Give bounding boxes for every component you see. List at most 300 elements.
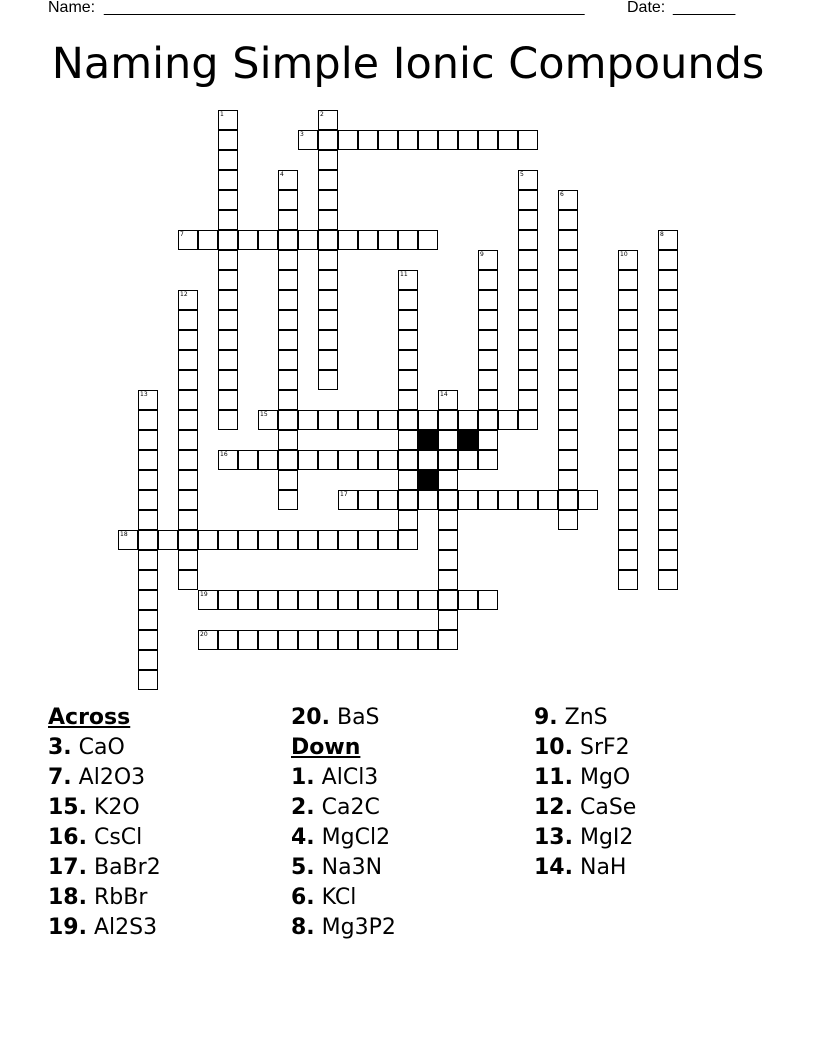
grid-cell[interactable] (278, 170, 298, 190)
grid-cell[interactable] (358, 490, 378, 510)
grid-cell[interactable] (398, 230, 418, 250)
grid-cell[interactable] (418, 230, 438, 250)
grid-cell[interactable] (318, 110, 338, 130)
grid-cell[interactable] (658, 250, 678, 270)
grid-cell[interactable] (378, 530, 398, 550)
grid-cell[interactable] (658, 290, 678, 310)
grid-cell[interactable] (218, 230, 238, 250)
grid-cell[interactable] (458, 490, 478, 510)
grid-cell[interactable] (318, 410, 338, 430)
across-clue (48, 793, 161, 823)
date-blank-line[interactable]: _______ (673, 0, 736, 16)
grid-cell[interactable] (398, 410, 418, 430)
grid-cell[interactable] (298, 530, 318, 550)
grid-cell[interactable] (558, 370, 578, 390)
grid-cell[interactable] (198, 530, 218, 550)
grid-cell[interactable] (358, 230, 378, 250)
grid-cell[interactable] (478, 370, 498, 390)
grid-cell[interactable] (518, 270, 538, 290)
grid-cell[interactable] (138, 670, 158, 690)
grid-cell[interactable] (418, 130, 438, 150)
grid-cell[interactable] (278, 390, 298, 410)
grid-cell[interactable] (558, 290, 578, 310)
grid-cell[interactable] (438, 550, 458, 570)
grid-cell[interactable] (278, 190, 298, 210)
grid-cell[interactable] (538, 490, 558, 510)
grid-cell[interactable] (658, 550, 678, 570)
grid-cell[interactable] (358, 590, 378, 610)
grid-cell[interactable] (238, 590, 258, 610)
black-cell (418, 430, 438, 450)
grid-cell[interactable] (398, 130, 418, 150)
grid-cell[interactable] (438, 630, 458, 650)
grid-cell[interactable] (558, 230, 578, 250)
grid-cell[interactable] (318, 630, 338, 650)
grid-cell[interactable] (518, 350, 538, 370)
grid-cell[interactable] (658, 330, 678, 350)
grid-cell[interactable] (518, 230, 538, 250)
grid-cell[interactable] (318, 170, 338, 190)
grid-cell[interactable] (278, 590, 298, 610)
grid-cell[interactable] (378, 130, 398, 150)
grid-cell[interactable] (438, 430, 458, 450)
grid-cell[interactable] (138, 590, 158, 610)
grid-cell[interactable] (398, 490, 418, 510)
grid-cell[interactable] (558, 410, 578, 430)
clue-number: 9. (534, 705, 558, 730)
grid-cell[interactable] (618, 470, 638, 490)
grid-cell[interactable] (518, 170, 538, 190)
grid-cell[interactable] (178, 330, 198, 350)
grid-cell[interactable] (378, 230, 398, 250)
grid-cell[interactable] (218, 310, 238, 330)
grid-cell[interactable] (458, 130, 478, 150)
clue-number-label: 17 (340, 491, 348, 498)
grid-cell[interactable] (138, 450, 158, 470)
grid-cell[interactable] (338, 230, 358, 250)
grid-cell[interactable] (338, 450, 358, 470)
grid-cell[interactable] (498, 490, 518, 510)
grid-cell[interactable] (478, 130, 498, 150)
grid-cell[interactable] (618, 290, 638, 310)
grid-cell[interactable] (398, 590, 418, 610)
grid-cell[interactable] (178, 490, 198, 510)
grid-cell[interactable] (178, 550, 198, 570)
clue-text: CaSe (579, 795, 637, 820)
grid-cell[interactable] (338, 410, 358, 430)
grid-cell[interactable] (658, 430, 678, 450)
grid-cell[interactable] (258, 630, 278, 650)
grid-cell[interactable] (278, 490, 298, 510)
clue-number-label: 13 (140, 391, 148, 398)
grid-cell[interactable] (178, 370, 198, 390)
grid-cell[interactable] (618, 570, 638, 590)
grid-cell[interactable] (618, 550, 638, 570)
grid-cell[interactable] (398, 370, 418, 390)
grid-cell[interactable] (438, 530, 458, 550)
grid-cell[interactable] (278, 250, 298, 270)
grid-cell[interactable] (218, 590, 238, 610)
grid-cell[interactable] (178, 390, 198, 410)
grid-cell[interactable] (558, 190, 578, 210)
grid-cell[interactable] (278, 450, 298, 470)
grid-cell[interactable] (318, 190, 338, 210)
grid-cell[interactable] (318, 290, 338, 310)
grid-cell[interactable] (258, 230, 278, 250)
grid-cell[interactable] (318, 330, 338, 350)
grid-cell[interactable] (478, 390, 498, 410)
clue-number-label: 20 (200, 631, 208, 638)
grid-cell[interactable] (558, 350, 578, 370)
grid-cell[interactable] (418, 590, 438, 610)
clue-number: 10. (534, 735, 573, 760)
grid-cell[interactable] (618, 270, 638, 290)
grid-cell[interactable] (658, 490, 678, 510)
grid-cell[interactable] (518, 290, 538, 310)
grid-cell[interactable] (278, 470, 298, 490)
grid-cell[interactable] (138, 530, 158, 550)
grid-cell[interactable] (278, 370, 298, 390)
grid-cell[interactable] (358, 130, 378, 150)
grid-cell[interactable] (658, 530, 678, 550)
grid-cell[interactable] (618, 310, 638, 330)
grid-cell[interactable] (478, 450, 498, 470)
grid-cell[interactable] (278, 210, 298, 230)
clue-text: MgO (579, 765, 631, 790)
grid-cell[interactable] (258, 410, 278, 430)
grid-cell[interactable] (478, 410, 498, 430)
grid-cell[interactable] (198, 590, 218, 610)
grid-cell[interactable] (138, 650, 158, 670)
grid-cell[interactable] (558, 210, 578, 230)
grid-cell[interactable] (218, 370, 238, 390)
grid-cell[interactable] (438, 410, 458, 430)
grid-cell[interactable] (298, 630, 318, 650)
grid-cell[interactable] (338, 530, 358, 550)
clue-text: MgI2 (579, 825, 634, 850)
grid-cell[interactable] (418, 630, 438, 650)
grid-cell[interactable] (278, 330, 298, 350)
grid-cell[interactable] (318, 150, 338, 170)
grid-cell[interactable] (178, 350, 198, 370)
grid-cell[interactable] (438, 590, 458, 610)
grid-cell[interactable] (258, 450, 278, 470)
grid-cell[interactable] (658, 310, 678, 330)
grid-cell[interactable] (218, 190, 238, 210)
grid-cell[interactable] (458, 410, 478, 430)
grid-cell[interactable] (178, 530, 198, 550)
grid-cell[interactable] (218, 390, 238, 410)
grid-cell[interactable] (398, 390, 418, 410)
grid-cell[interactable] (418, 490, 438, 510)
grid-cell[interactable] (238, 630, 258, 650)
grid-cell[interactable] (298, 590, 318, 610)
grid-cell[interactable] (298, 230, 318, 250)
grid-cell[interactable] (338, 630, 358, 650)
grid-cell[interactable] (478, 290, 498, 310)
clue-text: RbBr (93, 885, 148, 910)
grid-cell[interactable] (178, 290, 198, 310)
clue-number-label: 9 (480, 251, 484, 258)
grid-cell[interactable] (318, 350, 338, 370)
grid-cell[interactable] (518, 490, 538, 510)
grid-cell[interactable] (318, 130, 338, 150)
grid-cell[interactable] (278, 430, 298, 450)
grid-cell[interactable] (218, 270, 238, 290)
grid-cell[interactable] (318, 210, 338, 230)
grid-cell[interactable] (218, 290, 238, 310)
grid-cell[interactable] (518, 410, 538, 430)
grid-cell[interactable] (398, 510, 418, 530)
grid-cell[interactable] (438, 510, 458, 530)
grid-cell[interactable] (618, 350, 638, 370)
clue-text: ZnS (564, 705, 608, 730)
grid-cell[interactable] (278, 350, 298, 370)
grid-cell[interactable] (518, 310, 538, 330)
grid-cell[interactable] (318, 530, 338, 550)
grid-cell[interactable] (658, 470, 678, 490)
grid-cell[interactable] (238, 230, 258, 250)
grid-cell[interactable] (138, 570, 158, 590)
grid-cell[interactable] (138, 490, 158, 510)
grid-cell[interactable] (138, 510, 158, 530)
grid-cell[interactable] (438, 610, 458, 630)
grid-cell[interactable] (378, 450, 398, 470)
grid-cell[interactable] (398, 450, 418, 470)
grid-cell[interactable] (398, 470, 418, 490)
grid-cell[interactable] (658, 510, 678, 530)
grid-cell[interactable] (618, 430, 638, 450)
grid-cell[interactable] (358, 450, 378, 470)
grid-cell[interactable] (318, 230, 338, 250)
grid-cell[interactable] (478, 250, 498, 270)
down-clue (291, 853, 396, 883)
grid-cell[interactable] (518, 250, 538, 270)
grid-cell[interactable] (558, 270, 578, 290)
grid-cell[interactable] (278, 270, 298, 290)
grid-cell[interactable] (178, 310, 198, 330)
grid-cell[interactable] (618, 370, 638, 390)
grid-cell[interactable] (198, 230, 218, 250)
clue-number: 16. (48, 825, 87, 850)
grid-cell[interactable] (558, 430, 578, 450)
grid-cell[interactable] (578, 490, 598, 510)
grid-cell[interactable] (138, 550, 158, 570)
grid-cell[interactable] (618, 530, 638, 550)
grid-cell[interactable] (558, 470, 578, 490)
grid-cell[interactable] (358, 530, 378, 550)
grid-cell[interactable] (238, 530, 258, 550)
grid-cell[interactable] (478, 310, 498, 330)
grid-cell[interactable] (298, 130, 318, 150)
clue-number-label: 15 (260, 411, 268, 418)
grid-cell[interactable] (218, 410, 238, 430)
grid-cell[interactable] (398, 290, 418, 310)
grid-cell[interactable] (518, 330, 538, 350)
grid-cell[interactable] (378, 490, 398, 510)
clue-number-label: 7 (180, 231, 184, 238)
grid-cell[interactable] (398, 430, 418, 450)
grid-cell[interactable] (658, 390, 678, 410)
clue-text: NaH (579, 855, 627, 880)
clue-number: 1. (291, 765, 315, 790)
grid-cell[interactable] (398, 330, 418, 350)
grid-cell[interactable] (178, 450, 198, 470)
grid-cell[interactable] (138, 630, 158, 650)
name-blank-line[interactable]: ______________________________________________________ (104, 0, 585, 16)
grid-cell[interactable] (618, 390, 638, 410)
grid-cell[interactable] (178, 410, 198, 430)
grid-cell[interactable] (658, 450, 678, 470)
grid-cell[interactable] (218, 530, 238, 550)
grid-cell[interactable] (438, 570, 458, 590)
grid-cell[interactable] (338, 130, 358, 150)
grid-cell[interactable] (498, 410, 518, 430)
grid-cell[interactable] (318, 450, 338, 470)
grid-cell[interactable] (378, 590, 398, 610)
grid-cell[interactable] (218, 350, 238, 370)
grid-cell[interactable] (438, 470, 458, 490)
grid-cell[interactable] (558, 330, 578, 350)
grid-cell[interactable] (558, 510, 578, 530)
grid-cell[interactable] (398, 530, 418, 550)
clue-text: BaS (336, 705, 380, 730)
grid-cell[interactable] (138, 610, 158, 630)
grid-cell[interactable] (558, 310, 578, 330)
grid-cell[interactable] (318, 270, 338, 290)
grid-cell[interactable] (558, 250, 578, 270)
grid-cell[interactable] (218, 110, 238, 130)
grid-cell[interactable] (518, 370, 538, 390)
grid-cell[interactable] (458, 450, 478, 470)
grid-cell[interactable] (398, 270, 418, 290)
grid-cell[interactable] (278, 290, 298, 310)
grid-cell[interactable] (658, 270, 678, 290)
grid-cell[interactable] (498, 130, 518, 150)
grid-cell[interactable] (318, 590, 338, 610)
grid-cell[interactable] (138, 410, 158, 430)
grid-cell[interactable] (318, 310, 338, 330)
grid-cell[interactable] (238, 450, 258, 470)
across-clue (48, 823, 161, 853)
grid-cell[interactable] (338, 590, 358, 610)
grid-cell[interactable] (278, 530, 298, 550)
grid-cell[interactable] (618, 510, 638, 530)
grid-cell[interactable] (198, 630, 218, 650)
grid-cell[interactable] (318, 250, 338, 270)
grid-cell[interactable] (478, 430, 498, 450)
grid-cell[interactable] (278, 230, 298, 250)
grid-cell[interactable] (658, 410, 678, 430)
grid-cell[interactable] (558, 490, 578, 510)
grid-cell[interactable] (618, 450, 638, 470)
grid-cell[interactable] (218, 450, 238, 470)
grid-cell[interactable] (298, 410, 318, 430)
grid-cell[interactable] (618, 250, 638, 270)
grid-cell[interactable] (658, 570, 678, 590)
down-clue (534, 763, 636, 793)
across-heading: Across (48, 705, 131, 730)
grid-cell[interactable] (418, 450, 438, 470)
grid-cell[interactable] (378, 630, 398, 650)
grid-cell[interactable] (218, 130, 238, 150)
grid-cell[interactable] (558, 450, 578, 470)
grid-cell[interactable] (298, 450, 318, 470)
grid-cell[interactable] (318, 370, 338, 390)
grid-cell[interactable] (178, 470, 198, 490)
grid-cell[interactable] (478, 590, 498, 610)
name-label: Name: (48, 0, 96, 16)
grid-cell[interactable] (398, 310, 418, 330)
grid-cell[interactable] (418, 410, 438, 430)
clue-number-label: 8 (660, 231, 664, 238)
grid-cell[interactable] (158, 530, 178, 550)
grid-cell[interactable] (278, 310, 298, 330)
grid-cell[interactable] (518, 190, 538, 210)
grid-cell[interactable] (618, 490, 638, 510)
grid-cell[interactable] (458, 590, 478, 610)
grid-cell[interactable] (438, 390, 458, 410)
grid-cell[interactable] (378, 410, 398, 430)
grid-cell[interactable] (178, 510, 198, 530)
grid-cell[interactable] (358, 410, 378, 430)
grid-cell[interactable] (258, 530, 278, 550)
grid-cell[interactable] (258, 590, 278, 610)
grid-cell[interactable] (118, 530, 138, 550)
grid-cell[interactable] (658, 370, 678, 390)
grid-cell[interactable] (138, 390, 158, 410)
grid-cell[interactable] (618, 330, 638, 350)
grid-cell[interactable] (218, 150, 238, 170)
grid-cell[interactable] (398, 350, 418, 370)
grid-cell[interactable] (178, 570, 198, 590)
grid-cell[interactable] (138, 470, 158, 490)
clue-number-label: 11 (400, 271, 408, 278)
grid-cell[interactable] (438, 450, 458, 470)
grid-cell[interactable] (518, 130, 538, 150)
grid-cell[interactable] (658, 350, 678, 370)
grid-cell[interactable] (218, 330, 238, 350)
grid-cell[interactable] (278, 630, 298, 650)
grid-cell[interactable] (438, 490, 458, 510)
grid-cell[interactable] (218, 210, 238, 230)
grid-cell[interactable] (138, 430, 158, 450)
grid-cell[interactable] (398, 630, 418, 650)
grid-cell[interactable] (478, 350, 498, 370)
grid-cell[interactable] (478, 490, 498, 510)
clue-number: 7. (48, 765, 72, 790)
clue-column-1 (48, 703, 161, 943)
grid-cell[interactable] (278, 410, 298, 430)
grid-cell[interactable] (358, 630, 378, 650)
black-cell (458, 430, 478, 450)
grid-cell[interactable] (178, 430, 198, 450)
grid-cell[interactable] (218, 630, 238, 650)
grid-cell[interactable] (478, 330, 498, 350)
grid-cell[interactable] (618, 410, 638, 430)
grid-cell[interactable] (658, 230, 678, 250)
grid-cell[interactable] (558, 390, 578, 410)
grid-cell[interactable] (478, 270, 498, 290)
grid-cell[interactable] (338, 490, 358, 510)
grid-cell[interactable] (518, 210, 538, 230)
grid-cell[interactable] (218, 170, 238, 190)
clue-number: 12. (534, 795, 573, 820)
grid-cell[interactable] (178, 230, 198, 250)
grid-cell[interactable] (438, 130, 458, 150)
grid-cell[interactable] (218, 250, 238, 270)
grid-cell[interactable] (518, 390, 538, 410)
